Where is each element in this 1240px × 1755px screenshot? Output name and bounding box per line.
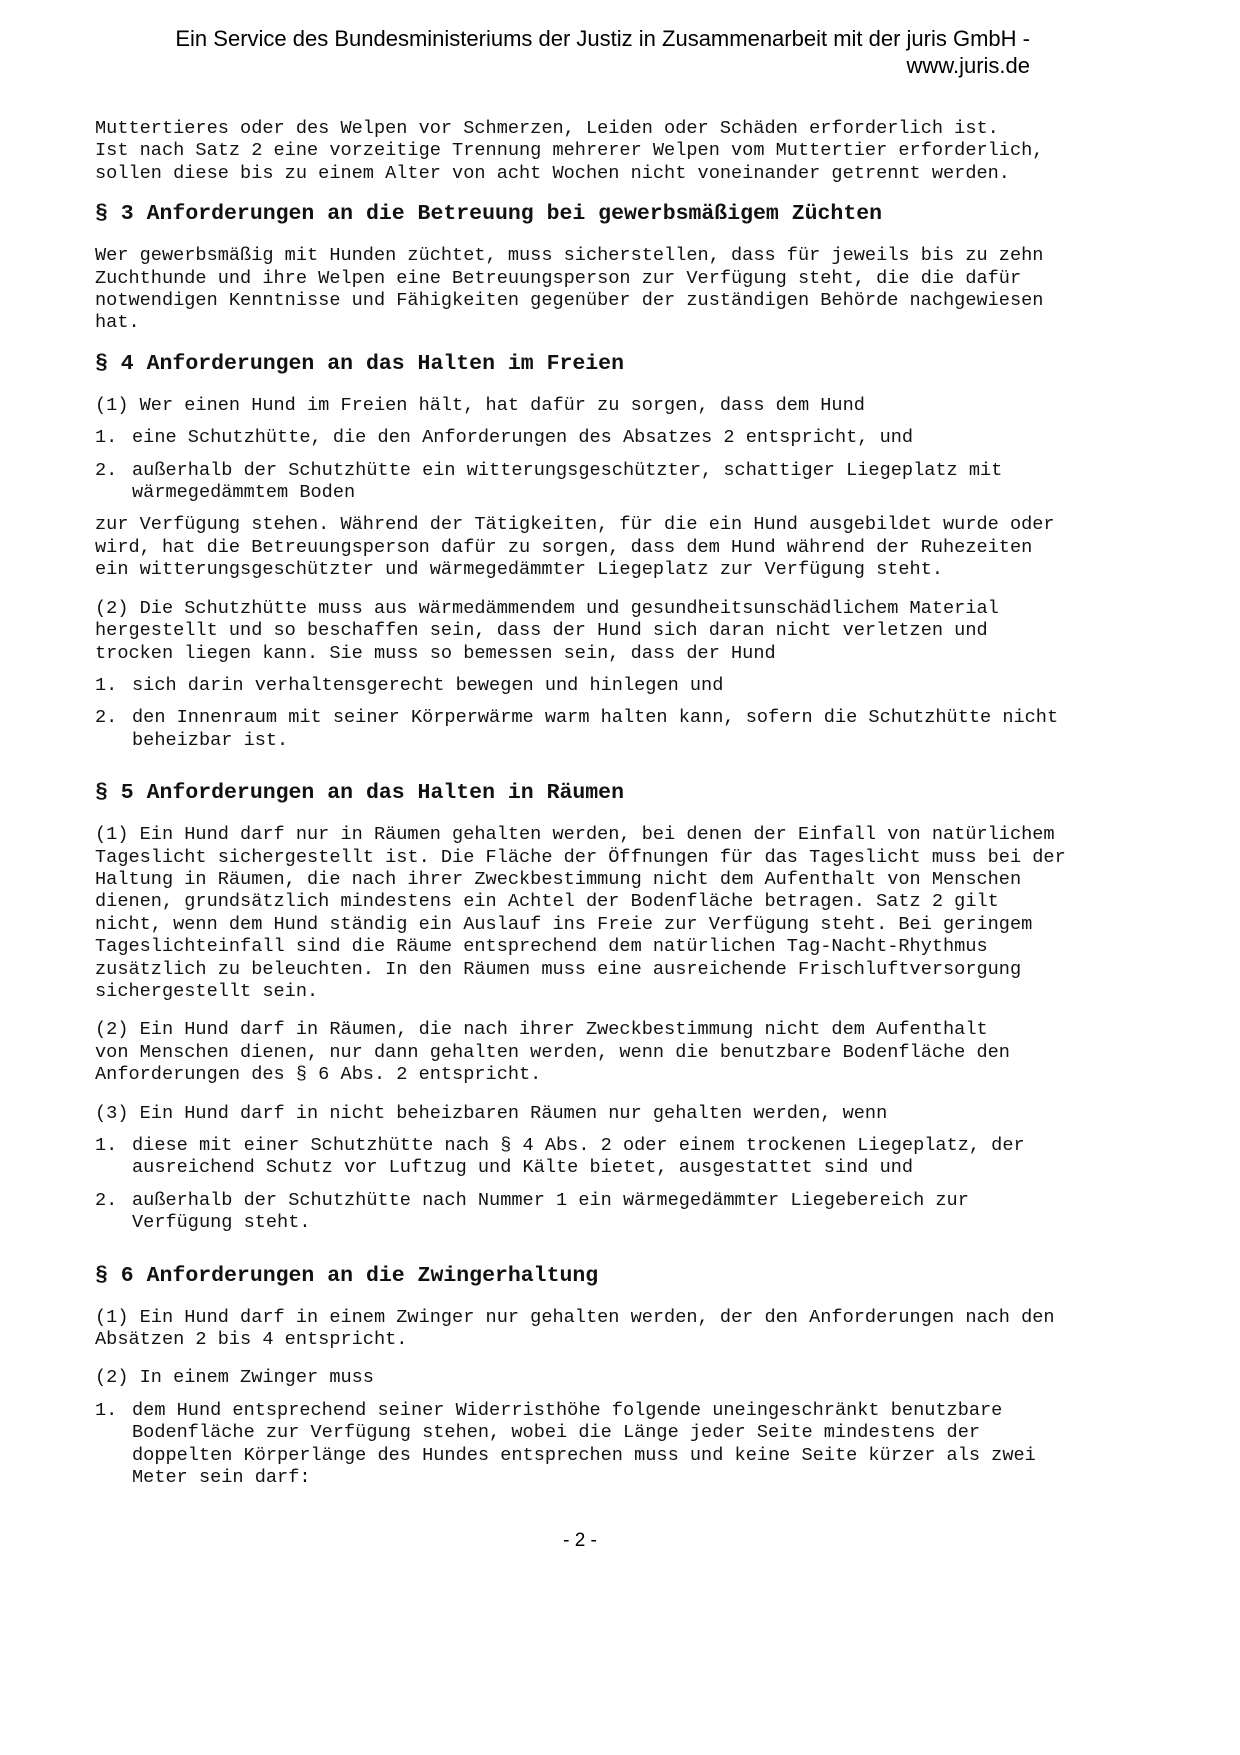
section-3-heading: § 3 Anforderungen an die Betreuung bei gewerbsmäßigem Züchten [95,202,883,227]
list-item [95,675,1195,697]
list-text: den Innenraum mit seiner Körperwärme warm halten kann, sofern die Schutzhütte nicht beheizbar ist. [132,707,1059,751]
list-number: 2. [95,459,118,481]
list-number: 1. [95,674,118,696]
list-item [95,707,1195,752]
list-item [95,1135,1195,1180]
list-text: eine Schutzhütte, die den Anforderungen des Absatzes 2 entspricht, und [132,427,914,449]
section-4-abs1-outro: zur Verfügung stehen. Während der Tätigkeiten, für die ein Hund ausgebildet wurde oder wird, hat die Betreuungsperson dafür zu sorgen, dass dem Hund während der Ruhezeiten ein witterungsgeschützter und wärmegedämmter Liegeplatz zur Verfügung steht. [95,514,1055,581]
section-4-abs1-intro: (1) Wer einen Hund im Freien hält, hat dafür zu sorgen, dass dem Hund [95,394,865,416]
list-number: 1. [95,427,118,449]
header-url: www.juris.de [906,53,1030,78]
document-body [95,118,1195,1499]
list-number: 2. [95,707,118,729]
list-text: diese mit einer Schutzhütte nach § 4 Abs. 2 oder einem trockenen Liegeplatz, der ausreichend Schutz vor Luftzug und Kälte bietet, ausgestattet sind und [132,1135,1025,1179]
page-number: - 2 - [563,1530,597,1551]
spacer [95,1245,1195,1263]
list-text: dem Hund entsprechend seiner Widerristhöhe folgende uneingeschränkt benutzbare Bodenfläche zur Verfügung stehen, wobei die Länge jeder Seite mindestens der doppelten Körperlänge des Hundes entsprechen muss und keine Seite kürzer als zwei Meter sein darf: [132,1399,1036,1489]
list-item [95,1400,1195,1490]
list-number: 1. [95,1399,118,1421]
section-4-abs2-intro: (2) Die Schutzhütte muss aus wärmedämmendem und gesundheitsunschädlichem Material hergestellt und so beschaffen sein, dass der Hund sich daran nicht verletzen und trocken liegen kann. Sie muss so bemessen sein, dass der Hund [95,597,999,664]
list-number: 2. [95,1189,118,1211]
section-6-heading: § 6 Anforderungen an die Zwingerhaltung [95,1263,599,1288]
page-header [175,25,1030,79]
list-item [95,427,1195,449]
section-5-abs3-intro: (3) Ein Hund darf in nicht beheizbaren Räumen nur gehalten werden, wenn [95,1102,888,1124]
section-5-abs1: (1) Ein Hund darf nur in Räumen gehalten werden, bei denen der Einfall von natürlichem Tageslicht sichergestellt ist. Die Fläche der Öffnungen für das Tageslicht muss bei der Haltung in Räumen, die nach ihrer Zweckbestimmung nicht dem Aufenthalt von Menschen dienen, grundsätzlich mindestens ein Achtel der Bodenfläche betragen. Satz 2 gilt nicht, wenn dem Hund ständig ein Auslauf ins Freie zur Verfügung steht. Bei geringem Tageslichteinfall sind die Räume entsprechend dem natürlichen Tag-Nacht-Rhythmus zusätzlich zu beleuchten. In den Räumen muss eine ausreichende Frischluftversorgung sichergestellt sein. [95,824,1066,1002]
list-item [95,460,1195,505]
header-service-line: Ein Service des Bundesministeriums der Justiz in Zusammenarbeit mit der juris GmbH - [175,26,1030,51]
section-3-paragraph: Wer gewerbsmäßig mit Hunden züchtet, muss sicherstellen, dass für jeweils bis zu zehn Zuchthunde und ihre Welpen eine Betreuungsperson zur Verfügung steht, die die dafür notwendigen Kenntnisse und Fähigkeiten gegenüber der zuständigen Behörde nachgewiesen hat. [95,245,1044,334]
intro-paragraph: Muttertieres oder des Welpen vor Schmerzen, Leiden oder Schäden erforderlich ist. Ist nach Satz 2 eine vorzeitige Trennung mehrerer Welpen vom Muttertier erforderlich, sollen diese bis zu einem Alter von acht Wochen nicht voneinander getrennt werden. [95,118,1044,184]
list-text: außerhalb der Schutzhütte nach Nummer 1 ein wärmegedämmter Liegebereich zur Verfügung steht. [132,1189,969,1234]
list-item [95,1190,1195,1235]
list-number: 1. [95,1135,118,1156]
section-5-heading: § 5 Anforderungen an das Halten in Räumen [95,781,624,806]
list-text: sich darin verhaltensgerecht bewegen und hinlegen und [132,674,724,696]
section-5-abs2: (2) Ein Hund darf in Räumen, die nach ihrer Zweckbestimmung nicht dem Aufenthalt von Menschen dienen, nur dann gehalten werden, wenn die benutzbare Bodenfläche den Anforderungen des § 6 Abs. 2 entspricht. [95,1019,1010,1086]
spacer [95,762,1195,780]
list-text: außerhalb der Schutzhütte ein witterungsgeschützter, schattiger Liegeplatz mit wärmegedämmtem Boden [132,459,1003,504]
section-6-abs1: (1) Ein Hund darf in einem Zwinger nur gehalten werden, der den Anforderungen nach den Absätzen 2 bis 4 entspricht. [95,1306,1055,1351]
section-6-abs2-intro: (2) In einem Zwinger muss [95,1367,374,1389]
section-4-heading: § 4 Anforderungen an das Halten im Freien [95,351,624,376]
